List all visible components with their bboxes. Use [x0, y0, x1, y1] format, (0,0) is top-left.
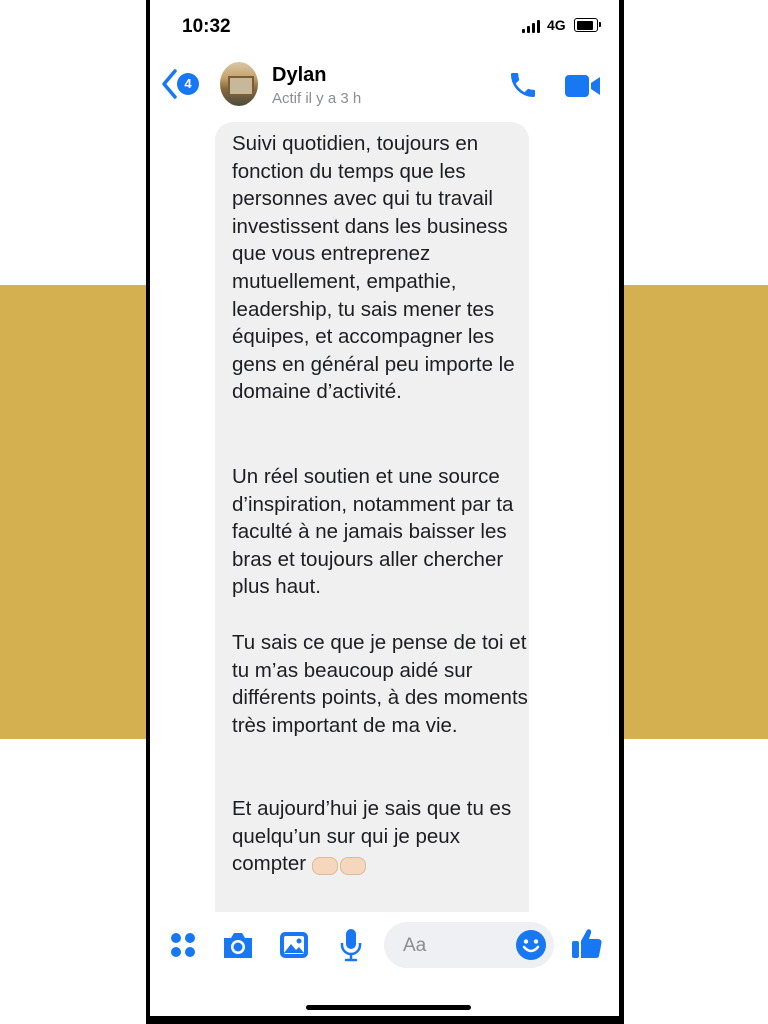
- avatar[interactable]: [220, 62, 258, 106]
- home-indicator: [306, 1005, 471, 1010]
- four-dots-icon: [168, 930, 198, 960]
- battery-icon: [574, 18, 598, 32]
- unread-badge: 4: [177, 73, 199, 95]
- network-type: 4G: [547, 17, 566, 33]
- message-paragraph: Suivi quotidien, toujours en fonction du temps que les personnes avec qui tu travail investissent dans les business que vous entreprenez mutuellement, empathie, leadership, tu sais mener tes équipes, et accompagner les gens en général peu importe le domaine d’activité.: [232, 132, 515, 404]
- message-paragraph: [232, 795, 532, 878]
- status-bar: [150, 0, 619, 50]
- phone-icon: [506, 69, 540, 101]
- video-camera-icon: [564, 72, 602, 100]
- thumbs-up-icon: [570, 926, 604, 962]
- apps-button[interactable]: [168, 930, 198, 960]
- fist-bump-emoji: [312, 854, 366, 876]
- message-text-last: compter: [232, 852, 307, 876]
- voice-call-button[interactable]: [506, 69, 540, 101]
- camera-icon: [221, 929, 255, 961]
- message-paragraph: Tu sais ce que je pense de toi et tu m’as beaucoup aidé sur différents points, à des moments très important de ma vie.: [232, 631, 528, 737]
- back-button[interactable]: [160, 67, 206, 101]
- like-button[interactable]: [570, 926, 604, 962]
- voice-message-button[interactable]: [338, 927, 364, 963]
- message-input-placeholder: Aa: [403, 935, 427, 956]
- contact-name[interactable]: Dylan: [272, 64, 327, 86]
- smiley-icon[interactable]: [515, 929, 547, 961]
- message-input[interactable]: [384, 922, 554, 968]
- image-icon: [278, 929, 310, 961]
- camera-button[interactable]: [221, 929, 255, 961]
- phone-screen: [146, 0, 624, 1024]
- signal-icon: [522, 19, 542, 33]
- status-time: 10:32: [182, 16, 231, 37]
- video-call-button[interactable]: [564, 72, 602, 100]
- conversation-header: [150, 55, 619, 115]
- message-paragraph: Un réel soutien et une source d’inspiration, notamment par ta faculté à ne jamais baisser les bras et toujours aller chercher plus haut.: [232, 465, 514, 599]
- presence-status: Actif il y a 3 h: [272, 90, 362, 107]
- gallery-button[interactable]: [278, 929, 310, 961]
- message-text: Et aujourd’hui je sais que tu es quelqu’un sur qui je peux: [232, 797, 512, 848]
- microphone-icon: [338, 927, 364, 963]
- composer-bar: [150, 912, 619, 982]
